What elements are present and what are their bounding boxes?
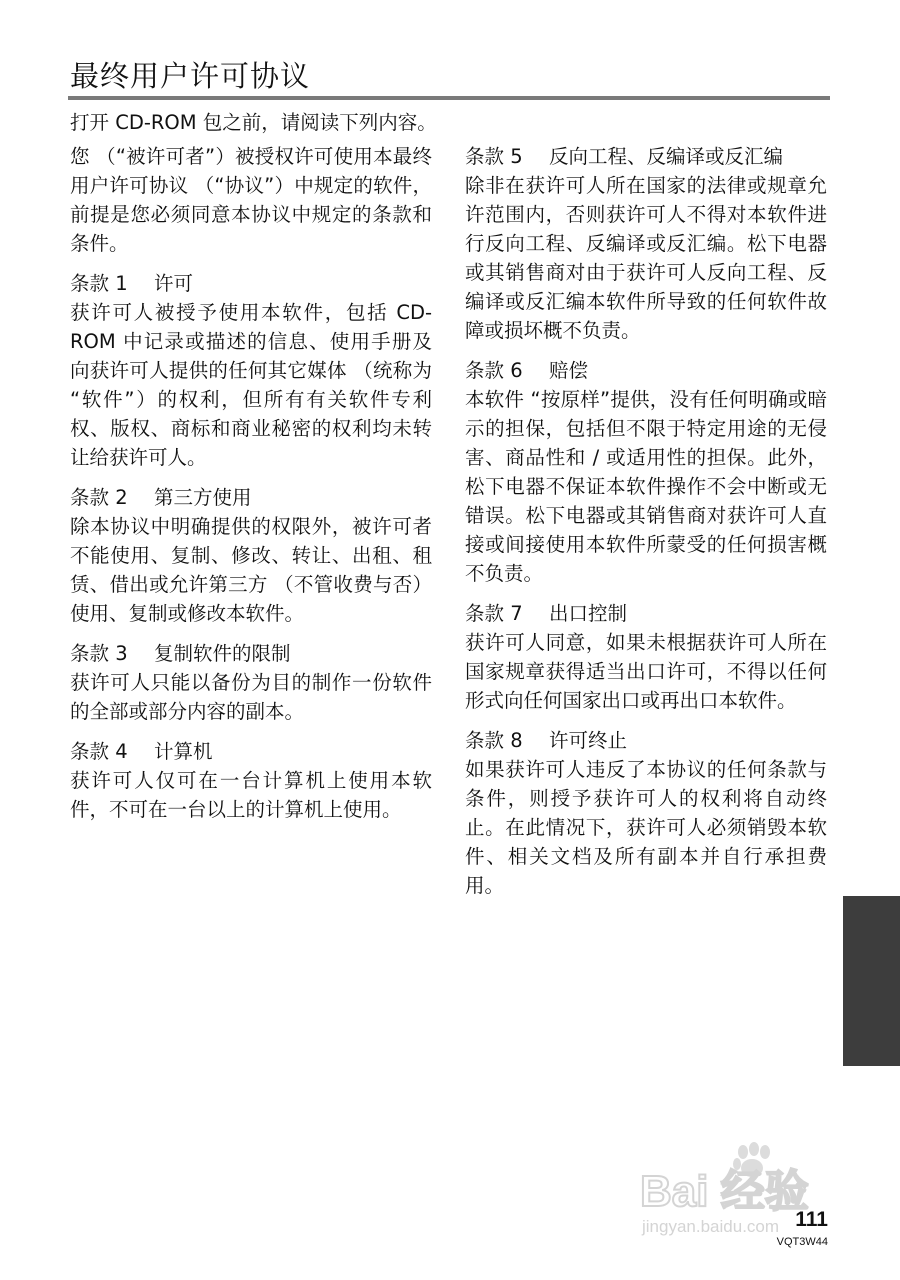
clause-title: 反向工程、反编译或反汇编 [549,145,784,168]
clause-heading [70,737,432,766]
page-number: 111 [795,1208,828,1231]
clause-3 [70,639,432,726]
clause-heading [465,599,827,628]
clause-title: 第三方使用 [154,486,252,509]
clause-body: 获许可人同意，如果未根据获许可人所在国家规章获得适当出口许可，不得以任何形式向任何国家出口或再出口本软件。 [465,631,827,712]
page-title: 最终用户许可协议 [70,59,311,93]
clause-number: 条款 6 [465,359,523,382]
clause-number: 条款 3 [70,642,128,665]
preamble: 您 （“被许可者”）被授权许可使用本最终用户许可协议 （“协议”）中规定的软件，前提是您必须同意本协议中规定的条款和条件。 [70,145,432,255]
document-code: VQT3W44 [776,1236,828,1248]
clause-title: 复制软件的限制 [154,642,291,665]
clause-title: 计算机 [154,740,213,763]
clause-2 [70,483,432,628]
clause-6 [465,356,827,588]
clause-body: 获许可人只能以备份为目的制作一份软件的全部或部分内容的副本。 [70,671,432,723]
clause-heading [465,726,827,755]
left-column [70,142,432,835]
clause-number: 条款 7 [465,602,523,625]
clause-title: 出口控制 [549,602,628,625]
right-column [465,142,827,911]
clause-5 [465,142,827,345]
clause-number: 条款 4 [70,740,128,763]
clause-title: 许可终止 [549,729,628,752]
clause-body: 获许可人被授予使用本软件，包括 CD-ROM 中记录或描述的信息、使用手册及向获许可人提供的任何其它媒体 （统称为 “软件”）的权利，但所有有关软件专利权、版权、商标和商业秘密的权利均未转让给获许可人。 [70,301,432,469]
clause-7 [465,599,827,715]
clause-8 [465,726,827,900]
clause-number: 条款 1 [70,272,128,295]
clause-number: 条款 8 [465,729,523,752]
clause-heading [70,269,432,298]
clause-body: 除本协议中明确提供的权限外，被许可者不能使用、复制、修改、转让、出租、租赁、借出或允许第三方 （不管收费与否）使用、复制或修改本软件。 [70,515,432,625]
clause-body: 除非在获许可人所在国家的法律或规章允许范围内，否则获许可人不得对本软件进行反向工程、反编译或反汇编。松下电器或其销售商对由于获许可人反向工程、反编译或反汇编本软件所导致的任何软件故障或损坏概不负责。 [465,174,827,342]
section-tab [843,896,900,1066]
clause-number: 条款 5 [465,145,523,168]
clause-heading [70,639,432,668]
intro-text: 打开 CD-ROM 包之前，请阅读下列内容。 [70,111,437,134]
clause-body: 如果获许可人违反了本协议的任何条款与条件，则授予获许可人的权利将自动终止。在此情况下，获许可人必须销毁本软件、相关文档及所有副本并自行承担费用。 [465,758,827,897]
clause-heading [465,142,827,171]
clause-title: 赔偿 [549,359,589,382]
clause-body: 获许可人仅可在一台计算机上使用本软件，不可在一台以上的计算机上使用。 [70,769,432,821]
clause-body: 本软件 “按原样”提供，没有任何明确或暗示的担保，包括但不限于特定用途的无侵害、商品性和 / 或适用性的担保。此外，松下电器不保证本软件操作不会中断或无错误。松下电器或其销售商对获许可人直接或间接使用本软件所蒙受的任何损害概不负责。 [465,388,827,585]
clause-title: 许可 [154,272,194,295]
clause-heading [465,356,827,385]
clause-heading [70,483,432,512]
clause-4 [70,737,432,824]
title-rule [68,96,830,100]
clause-1 [70,269,432,472]
watermark-text: Bai 经验 [640,1167,809,1216]
watermark-url: jingyan.baidu.com [642,1217,780,1236]
clause-number: 条款 2 [70,486,128,509]
